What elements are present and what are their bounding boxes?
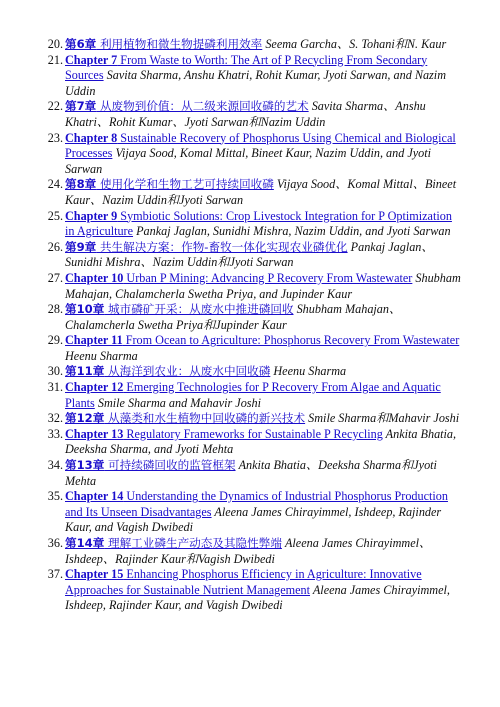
entry-number: 35.	[47, 489, 63, 504]
chapter-link[interactable]	[65, 536, 282, 550]
chapter-title: 共生解决方案：作物-畜牧一体化实现农业磷优化	[96, 239, 348, 254]
chapter-authors: Aleena James Chirayimmel, Ishdeep, Rajinder Kaur, and Vagish Dwibedi	[65, 582, 450, 613]
chapter-title: 可持续磷回收的监管框架	[104, 458, 236, 473]
chapter-authors: Aleena James Chirayimmel、Ishdeep、Rajinder Kaur和Vagish Dwibedi	[65, 536, 432, 566]
chapter-title: 利用植物和微生物提磷利用效率	[96, 37, 263, 51]
chapter-link[interactable]	[65, 271, 412, 285]
chapter-link[interactable]	[65, 458, 236, 472]
chapter-title: Understanding the Dynamics of Industrial Phosphorus Production and Its Unseen Disadvantages	[65, 489, 448, 519]
entry-number: 22.	[47, 99, 63, 114]
chapter-title: Symbiotic Solutions: Crop Livestock Integration for P Optimization in Agriculture	[65, 208, 452, 239]
chapter-link[interactable]	[65, 302, 294, 316]
chapter-link[interactable]	[65, 364, 270, 378]
toc-entry-33	[44, 427, 464, 458]
chapter-label: Chapter 13	[65, 426, 124, 441]
chapter-link[interactable]	[65, 333, 459, 347]
chapter-link[interactable]	[65, 427, 383, 441]
chapter-label: Chapter 14	[65, 489, 124, 504]
entry-number: 33.	[47, 426, 63, 441]
chapter-authors: Shubham Mahajan、Chalamcherla Swetha Priya和Jupinder Kaur	[65, 302, 402, 332]
chapter-label: Chapter 15	[65, 567, 124, 582]
entry-number: 24.	[47, 177, 63, 192]
chapter-authors: Heenu Sharma	[270, 364, 347, 379]
chapter-title: From Waste to Worth: The Art of P Recycling From Secondary Sources	[65, 52, 428, 83]
chapter-title: 从海洋到农业：从废水中回收磷	[104, 364, 271, 379]
toc-entry-29	[44, 333, 464, 364]
chapter-link[interactable]	[65, 411, 305, 425]
toc-entry-34	[44, 458, 464, 489]
chapter-authors: Smile Sharma和Mahavir Joshi	[305, 411, 460, 426]
chapter-label: 第8章	[65, 177, 97, 192]
chapter-authors: Shubham Mahajan, Chalamcherla Swetha Priya, and Jupinder Kaur	[65, 270, 461, 301]
toc-entry-21	[44, 53, 464, 100]
chapter-label: 第10章	[65, 302, 105, 317]
chapter-label: 第12章	[65, 411, 105, 426]
toc-entry-27	[44, 271, 464, 302]
toc-entry-36	[44, 536, 464, 567]
chapter-label: Chapter 7	[65, 52, 118, 67]
chapter-link[interactable]	[65, 240, 348, 254]
chapter-title: 从藻类和水生植物中回收磷的新兴技术	[104, 411, 306, 426]
chapter-authors: Seema Garcha、S. Tohani和N. Kaur	[262, 37, 447, 51]
toc-entry-23	[44, 131, 464, 178]
toc-entry-35	[44, 489, 464, 536]
chapter-title: 使用化学和生物工艺可持续回收磷	[96, 177, 274, 192]
chapter-title: Urban P Mining: Advancing P Recovery From Wastewater	[123, 270, 413, 285]
toc-entry-25	[44, 209, 464, 240]
toc-entry-37	[44, 567, 464, 614]
chapter-authors: Vijaya Sood, Komal Mittal, Bineet Kaur, Nazim Uddin, and Jyoti Sarwan	[65, 146, 432, 176]
chapter-label: 第14章	[65, 536, 105, 550]
entry-number: 32.	[47, 411, 63, 426]
chapter-label: 第9章	[65, 239, 97, 254]
chapter-authors: Aleena James Chirayimmel, Ishdeep, Rajinder Kaur, and Vagish Dwibedi	[65, 504, 442, 535]
chapter-title: Sustainable Recovery of Phosphorus Using Chemical and Biological Processes	[65, 130, 456, 161]
toc-entry-24	[44, 177, 464, 208]
entry-number: 36.	[47, 536, 63, 550]
chapter-authors: Savita Sharma、Anshu Khatri、Rohit Kumar、Jyoti Sarwan和Nazim Uddin	[65, 99, 426, 129]
chapter-label: Chapter 10	[65, 270, 124, 285]
chapter-label: 第7章	[65, 99, 97, 114]
entry-number: 26.	[47, 239, 63, 254]
chapter-label: Chapter 12	[65, 380, 124, 395]
chapter-authors: Smile Sharma and Mahavir Joshi	[94, 395, 262, 410]
entry-number: 25.	[47, 208, 63, 223]
entry-number: 30.	[47, 364, 63, 379]
chapter-label: Chapter 8	[65, 130, 118, 145]
chapter-label: Chapter 11	[65, 333, 123, 348]
toc-entry-22	[44, 99, 464, 130]
entry-number: 23.	[47, 130, 63, 145]
chapter-title: 从废物到价值：从二级来源回收磷的艺术	[96, 99, 309, 114]
chapter-link[interactable]	[65, 99, 309, 113]
entry-number: 29.	[47, 333, 63, 348]
chapter-authors: Ankita Bhatia、Deeksha Sharma和Jyoti Mehta	[65, 458, 437, 488]
chapter-label: Chapter 9	[65, 208, 118, 223]
chapter-title: 城市磷矿开采：从废水中推进磷回收	[104, 302, 294, 317]
chapter-label: 第6章	[65, 37, 97, 51]
chapter-title: Emerging Technologies for P Recovery From Algae and Aquatic Plants	[65, 380, 441, 410]
table-of-contents	[44, 37, 464, 614]
chapter-authors: Ankita Bhatia, Deeksha Sharma, and Jyoti Mehta	[65, 426, 457, 457]
entry-number: 34.	[47, 458, 63, 473]
chapter-authors: Savita Sharma, Anshu Khatri, Rohit Kumar, Jyoti Sarwan, and Nazim Uddin	[65, 68, 446, 98]
chapter-link[interactable]	[65, 37, 262, 51]
chapter-title: 理解工业磷生产动态及其隐性弊端	[104, 536, 282, 550]
chapter-title: Regulatory Frameworks for Sustainable P Recycling	[123, 426, 383, 441]
entry-number: 20.	[47, 37, 63, 51]
toc-entry-28	[44, 302, 464, 333]
chapter-authors: Pankaj Jaglan、Sunidhi Mishra、Nazim Uddin和Jyoti Sarwan	[65, 239, 434, 270]
entry-number: 28.	[47, 302, 63, 317]
toc-entry-31	[44, 380, 464, 411]
chapter-authors: Heenu Sharma	[65, 348, 138, 363]
toc-entry-30	[44, 364, 464, 380]
chapter-title: From Ocean to Agriculture: Phosphorus Recovery From Wastewater	[122, 333, 460, 348]
chapter-label: 第13章	[65, 458, 105, 473]
chapter-label: 第11章	[65, 364, 105, 379]
entry-number: 31.	[47, 380, 63, 395]
entry-number: 37.	[47, 567, 63, 582]
toc-entry-32	[44, 411, 464, 427]
chapter-title: Enhancing Phosphorus Efficiency in Agriculture: Innovative Approaches for Sustainable Nutrient Management	[65, 567, 422, 597]
chapter-authors: Pankaj Jaglan, Sunidhi Mishra, Nazim Uddin, and Jyoti Sarwan	[133, 224, 451, 239]
chapter-authors: Vijaya Sood、Komal Mittal、Bineet Kaur、Nazim Uddin和Jyoti Sarwan	[65, 177, 457, 207]
entry-number: 21.	[47, 52, 63, 67]
entry-number: 27.	[47, 270, 63, 285]
toc-entry-26	[44, 240, 464, 271]
chapter-link[interactable]	[65, 177, 274, 191]
toc-entry-20	[44, 37, 464, 53]
